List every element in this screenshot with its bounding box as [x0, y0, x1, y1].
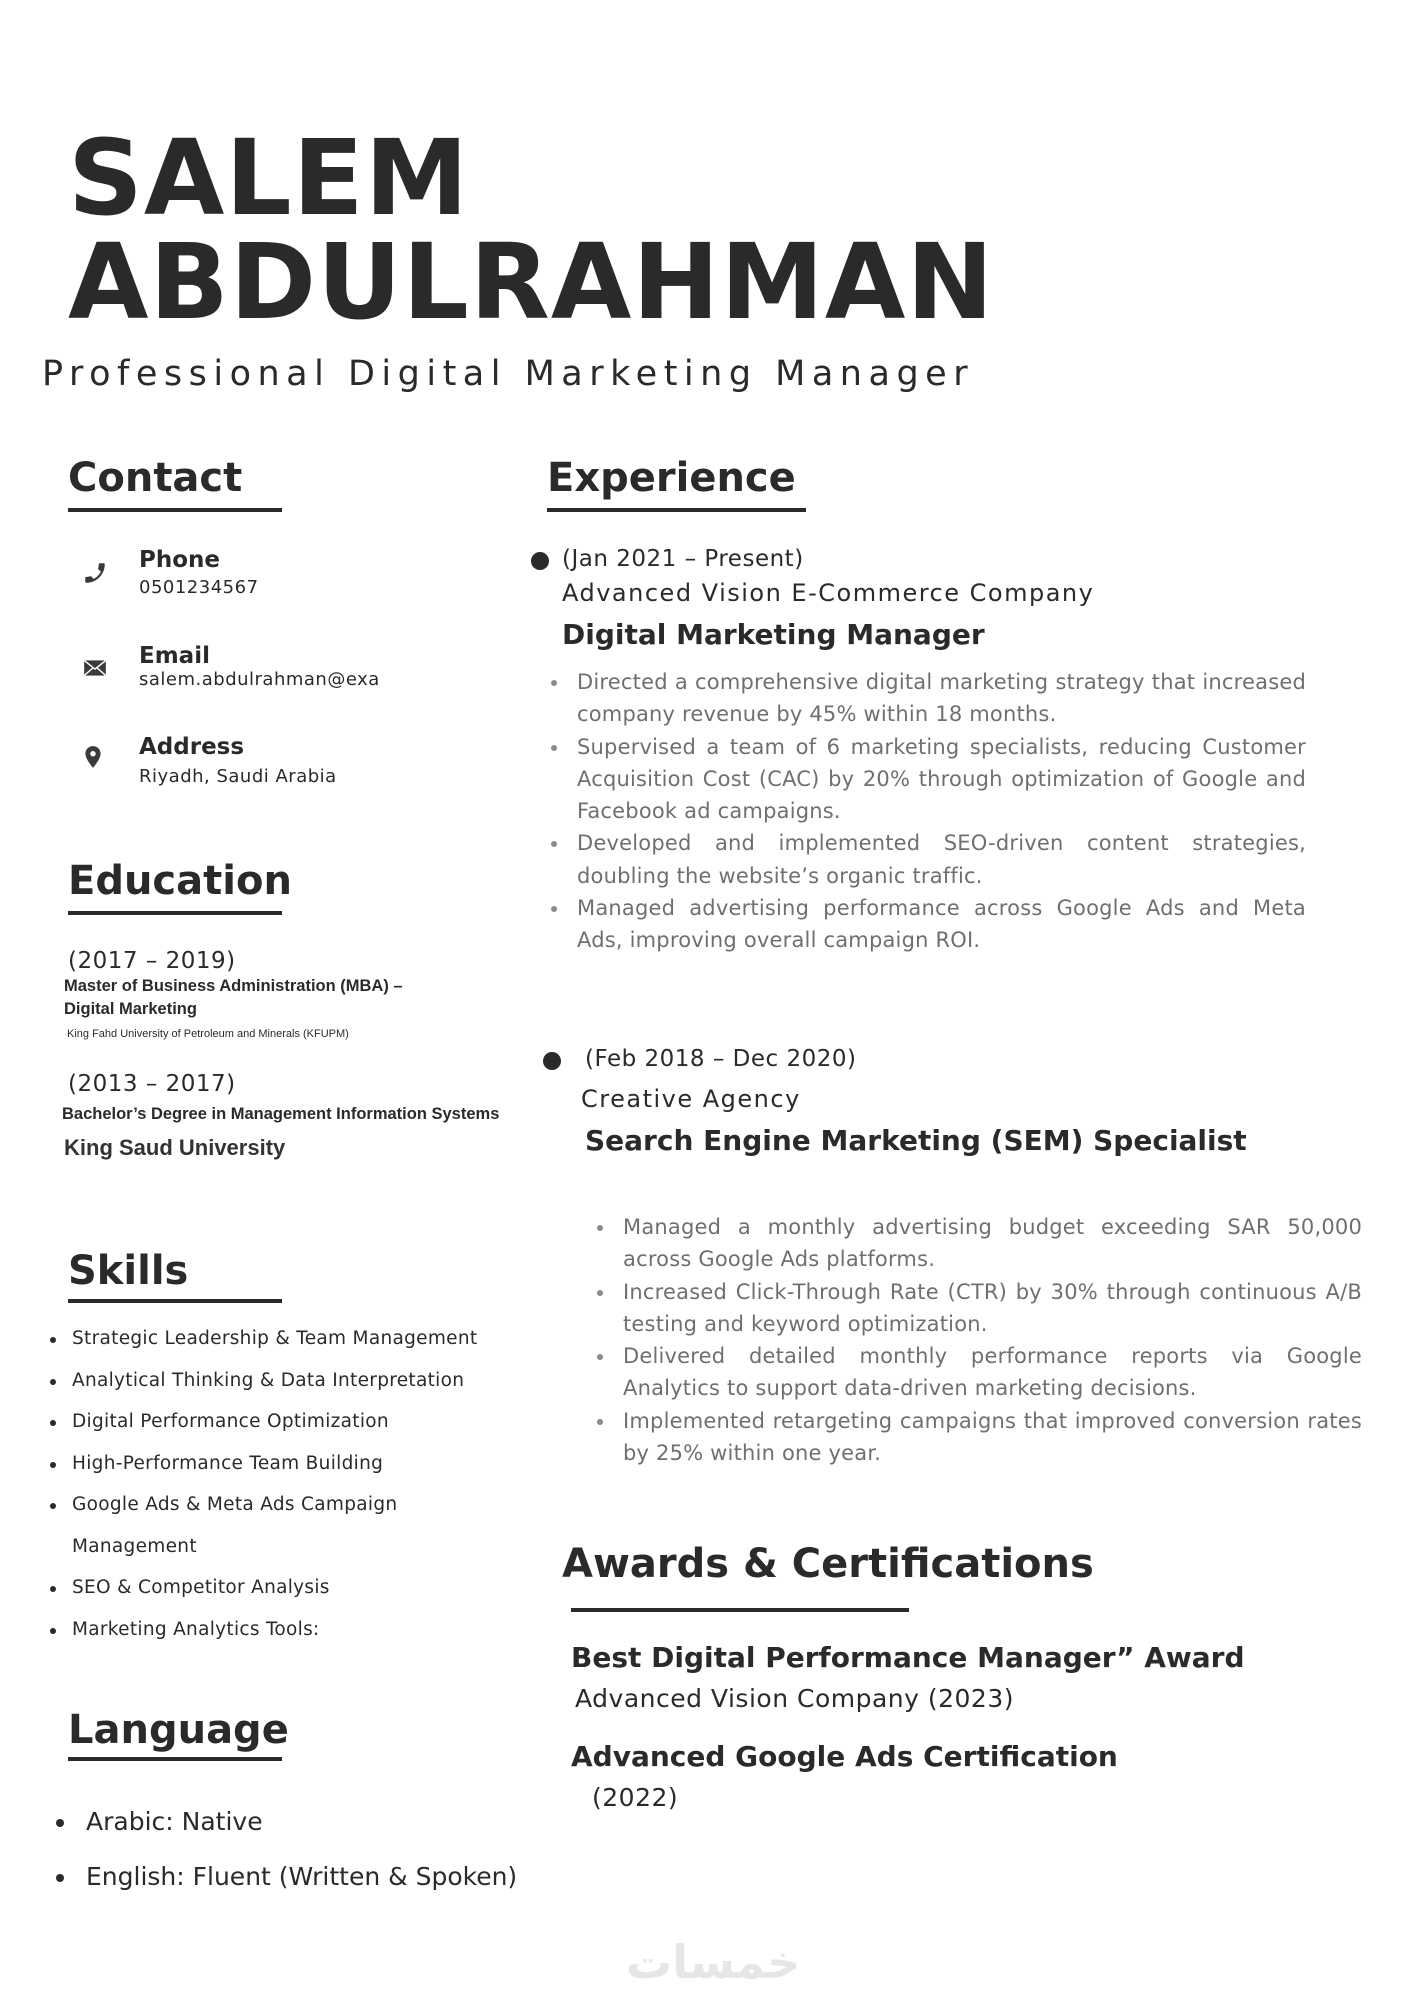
- professional-title: Professional Digital Marketing Manager: [42, 354, 975, 394]
- divider: [68, 911, 282, 915]
- skills-list: [48, 1318, 477, 1650]
- job-bullets: [549, 666, 1306, 957]
- first-name: SALEM: [68, 117, 470, 239]
- envelope-icon: [82, 655, 108, 681]
- education-years: (2017 – 2019): [68, 948, 236, 974]
- watermark-logo: خمسات: [626, 1935, 801, 1989]
- skill-item: Strategic Leadership & Team Management: [48, 1318, 477, 1360]
- awards-heading: Awards & Certifications: [562, 1541, 1094, 1587]
- job-bullets: [595, 1211, 1362, 1469]
- job-dates: (Jan 2021 – Present): [562, 546, 804, 572]
- job-title: Search Engine Marketing (SEM) Specialist: [585, 1124, 1247, 1157]
- map-pin-icon: [80, 744, 106, 770]
- job-bullet: Managed a monthly advertising budget exceeding SAR 50,000 across Google Ads platforms.: [595, 1211, 1362, 1276]
- contact-heading: Contact: [68, 455, 243, 501]
- job-bullet: Implemented retargeting campaigns that improved conversion rates by 25% within one year.: [595, 1405, 1362, 1470]
- award-detail: (2022): [592, 1783, 679, 1812]
- skill-item-cont: Management: [72, 1535, 197, 1557]
- skill-item: Digital Performance Optimization: [48, 1401, 477, 1443]
- language-item: English: Fluent (Written & Spoken): [52, 1849, 517, 1904]
- email-label: Email: [139, 643, 210, 669]
- language-heading: Language: [68, 1707, 289, 1753]
- last-name: ABDULRAHMAN: [68, 221, 995, 343]
- divider: [68, 1757, 282, 1761]
- job-bullet: Delivered detailed monthly performance reports via Google Analytics to support data-driven marketing decisions.: [595, 1340, 1362, 1405]
- phone-value: 0501234567: [139, 577, 259, 598]
- experience-heading: Experience: [547, 455, 796, 501]
- education-heading: Education: [68, 858, 292, 904]
- job-dates: (Feb 2018 – Dec 2020): [585, 1046, 857, 1072]
- job-bullet: Developed and implemented SEO-driven content strategies, doubling the website’s organic traffic.: [549, 827, 1306, 892]
- job-bullet: Supervised a team of 6 marketing specialists, reducing Customer Acquisition Cost (CAC) by 20% through optimization of Google and Facebook ad campaigns.: [549, 731, 1306, 828]
- divider: [68, 1299, 282, 1303]
- phone-label: Phone: [139, 547, 221, 573]
- award-title: Advanced Google Ads Certification: [571, 1740, 1118, 1773]
- award-title: Best Digital Performance Manager” Award: [571, 1641, 1245, 1674]
- job-company: Creative Agency: [581, 1085, 801, 1113]
- timeline-dot: [531, 552, 549, 570]
- email-value[interactable]: salem.abdulrahman@exa: [139, 669, 380, 690]
- job-title: Digital Marketing Manager: [562, 618, 985, 651]
- divider: [547, 508, 806, 512]
- education-degree: Bachelor’s Degree in Management Information Systems: [62, 1105, 500, 1123]
- language-item: Arabic: Native: [52, 1794, 517, 1849]
- job-company: Advanced Vision E-Commerce Company: [562, 579, 1095, 607]
- education-degree-cont: Digital Marketing: [64, 1000, 197, 1018]
- divider: [68, 508, 282, 512]
- timeline-dot: [543, 1052, 561, 1070]
- skill-item: Marketing Analytics Tools:: [48, 1609, 477, 1651]
- skill-item: SEO & Competitor Analysis: [48, 1567, 477, 1609]
- skills-heading: Skills: [68, 1248, 189, 1294]
- phone-icon: [82, 560, 108, 586]
- education-years: (2013 – 2017): [68, 1071, 236, 1097]
- education-school: King Fahd University of Petroleum and Minerals (KFUPM): [67, 1028, 349, 1040]
- education-degree: Master of Business Administration (MBA) –: [64, 977, 403, 995]
- award-detail: Advanced Vision Company (2023): [575, 1684, 1014, 1713]
- education-school: King Saud University: [64, 1135, 286, 1160]
- language-list: [52, 1794, 517, 1904]
- skill-item: High-Performance Team Building: [48, 1443, 477, 1485]
- skill-item: Google Ads & Meta Ads Campaign: [48, 1484, 477, 1526]
- divider: [571, 1608, 909, 1612]
- job-bullet: Directed a comprehensive digital marketing strategy that increased company revenue by 45% within 18 months.: [549, 666, 1306, 731]
- skill-item: Analytical Thinking & Data Interpretation: [48, 1360, 477, 1402]
- job-bullet: Managed advertising performance across Google Ads and Meta Ads, improving overall campaign ROI.: [549, 892, 1306, 957]
- address-value: Riyadh, Saudi Arabia: [139, 766, 337, 787]
- job-bullet: Increased Click-Through Rate (CTR) by 30% through continuous A/B testing and keyword optimization.: [595, 1276, 1362, 1341]
- address-label: Address: [139, 734, 245, 760]
